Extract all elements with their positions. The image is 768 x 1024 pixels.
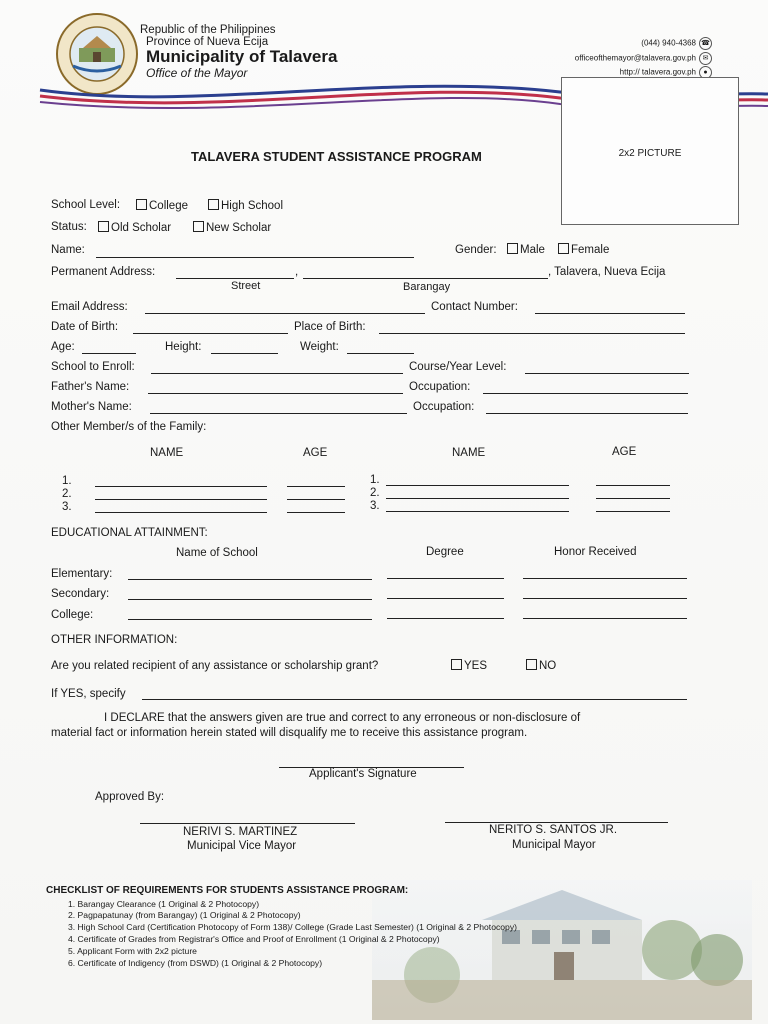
header-municipality: Municipality of Talavera: [146, 47, 338, 66]
father-name-field[interactable]: [148, 393, 403, 394]
checklist-title: CHECKLIST OF REQUIREMENTS FOR STUDENTS ASSISTANCE PROGRAM:: [46, 885, 409, 896]
dob-label: Date of Birth:: [51, 321, 119, 333]
mother-occupation-label: Occupation:: [413, 401, 475, 413]
family-row-number: 1.: [62, 475, 72, 487]
header-republic: Republic of the Philippines: [140, 24, 276, 36]
age-field[interactable]: [82, 353, 136, 354]
assistance-question: Are you related recipient of any assistance or scholarship grant?: [51, 660, 379, 672]
mayor-name: NERITO S. SANTOS JR.: [489, 824, 618, 836]
family-header-age-2: AGE: [612, 446, 637, 458]
mayor-signature-line: [445, 822, 668, 823]
contact-website: http:// talavera.gov.ph ●: [620, 66, 712, 79]
vice-mayor-signature-line: [140, 823, 355, 824]
header-province: Province of Nueva Ecija: [146, 36, 269, 48]
checklist-item: 3. High School Card (Certification Photocopy of Form 138)/ College (Grade Last Semester) (1 Original & 2 Photocopy): [68, 922, 517, 932]
mayor-title: Municipal Mayor: [512, 839, 596, 851]
yes-option[interactable]: YES: [451, 659, 487, 672]
contact-number-field[interactable]: [535, 313, 685, 314]
contact-email: officeofthemayor@talavera.gov.ph ✉: [575, 52, 712, 65]
checklist-item: 1. Barangay Clearance (1 Original & 2 Photocopy): [68, 899, 260, 909]
elementary-school-field[interactable]: [128, 579, 372, 580]
contact-label: Contact Number:: [431, 301, 518, 313]
family-age-field[interactable]: [287, 499, 345, 500]
secondary-school-field[interactable]: [128, 599, 372, 600]
weight-field[interactable]: [347, 353, 414, 354]
applicant-signature-label: Applicant's Signature: [309, 768, 417, 780]
college-school-field[interactable]: [128, 619, 372, 620]
female-option[interactable]: Female: [558, 243, 609, 256]
college-honor-field[interactable]: [523, 618, 687, 619]
yes-checkbox[interactable]: [451, 659, 462, 670]
family-row-number: 3.: [62, 501, 72, 513]
contact-phone: (044) 940-4368 ☎: [641, 37, 712, 50]
gender-label: Gender:: [455, 244, 497, 256]
family-age-field[interactable]: [287, 486, 345, 487]
status-label: Status:: [51, 221, 87, 233]
mother-label: Mother's Name:: [51, 401, 132, 413]
checklist-item: 5. Applicant Form with 2x2 picture: [68, 946, 197, 956]
school-enroll-label: School to Enroll:: [51, 361, 135, 373]
address-comma: ,: [295, 266, 299, 278]
college-degree-field[interactable]: [387, 618, 504, 619]
education-title: EDUCATIONAL ATTAINMENT:: [51, 527, 208, 539]
family-name-field[interactable]: [386, 511, 569, 512]
checklist-item: 6. Certificate of Indigency (from DSWD) (1 Original & 2 Photocopy): [68, 958, 323, 968]
street-field[interactable]: [176, 278, 294, 279]
checklist-item: 2. Pagpapatunay (from Barangay) (1 Original & 2 Photocopy): [68, 910, 301, 920]
vice-mayor-name: NERIVI S. MARTINEZ: [183, 826, 298, 838]
height-field[interactable]: [211, 353, 278, 354]
family-name-field[interactable]: [95, 512, 267, 513]
education-header-school: Name of School: [176, 547, 258, 559]
barangay-field[interactable]: [303, 278, 548, 279]
other-info-title: OTHER INFORMATION:: [51, 634, 178, 646]
form-title: TALAVERA STUDENT ASSISTANCE PROGRAM: [191, 149, 482, 164]
declaration-line-1: I DECLARE that the answers given are true and correct to any erroneous or non-disclosure of: [104, 712, 581, 724]
header-office: Office of the Mayor: [146, 66, 248, 80]
name-label: Name:: [51, 244, 85, 256]
no-checkbox[interactable]: [526, 659, 537, 670]
family-row-number: 1.: [370, 474, 380, 486]
new-scholar-checkbox[interactable]: [193, 221, 204, 232]
municipal-building-image: [372, 880, 752, 1020]
father-occupation-label: Occupation:: [409, 381, 471, 393]
college-option[interactable]: College: [136, 199, 188, 212]
barangay-caption: Barangay: [403, 281, 451, 293]
male-checkbox[interactable]: [507, 243, 518, 254]
family-age-field[interactable]: [596, 498, 670, 499]
specify-label: If YES, specify: [51, 688, 126, 700]
mother-name-field[interactable]: [150, 413, 407, 414]
father-label: Father's Name:: [51, 381, 130, 393]
age-label: Age:: [51, 341, 75, 353]
envelope-icon: ✉: [699, 52, 712, 65]
male-option[interactable]: Male: [507, 243, 545, 256]
address-suffix: , Talavera, Nueva Ecija: [548, 266, 666, 278]
family-age-field[interactable]: [287, 512, 345, 513]
father-occupation-field[interactable]: [483, 393, 688, 394]
family-row-number: 2.: [62, 488, 72, 500]
family-row-number: 3.: [370, 500, 380, 512]
education-level-elementary: Elementary:: [51, 568, 113, 580]
secondary-degree-field[interactable]: [387, 598, 504, 599]
course-field[interactable]: [525, 373, 689, 374]
secondary-honor-field[interactable]: [523, 598, 687, 599]
specify-field[interactable]: [142, 699, 687, 700]
college-checkbox[interactable]: [136, 199, 147, 210]
school-level-label: School Level:: [51, 199, 121, 211]
family-name-field[interactable]: [95, 499, 267, 500]
course-label: Course/Year Level:: [409, 361, 507, 373]
family-name-field[interactable]: [95, 486, 267, 487]
education-level-secondary: Secondary:: [51, 588, 110, 600]
no-option[interactable]: NO: [526, 659, 556, 672]
height-label: Height:: [165, 341, 202, 353]
vice-mayor-title: Municipal Vice Mayor: [187, 840, 297, 852]
elementary-degree-field[interactable]: [387, 578, 504, 579]
pob-label: Place of Birth:: [294, 321, 366, 333]
permanent-address-label: Permanent Address:: [51, 266, 156, 278]
street-caption: Street: [231, 280, 261, 292]
mother-occupation-field[interactable]: [486, 413, 688, 414]
old-scholar-checkbox[interactable]: [98, 221, 109, 232]
family-age-field[interactable]: [596, 485, 670, 486]
dob-field[interactable]: [133, 333, 288, 334]
high-school-checkbox[interactable]: [208, 199, 219, 210]
education-header-degree: Degree: [426, 546, 464, 558]
elementary-honor-field[interactable]: [523, 578, 687, 579]
approved-by-label: Approved By:: [95, 791, 165, 803]
name-field[interactable]: [96, 257, 414, 258]
family-header-name-1: NAME: [150, 447, 184, 459]
family-name-field[interactable]: [386, 485, 569, 486]
school-enroll-field[interactable]: [151, 373, 403, 374]
family-header-age-1: AGE: [303, 447, 328, 459]
globe-icon: ●: [699, 66, 712, 79]
checklist-item: 4. Certificate of Grades from Registrar's Office and Proof of Enrollment (1 Original & 2 Photocopy): [68, 934, 440, 944]
new-scholar-option[interactable]: New Scholar: [193, 221, 271, 234]
family-header-name-2: NAME: [452, 447, 486, 459]
family-label: Other Member/s of the Family:: [51, 421, 207, 433]
old-scholar-option[interactable]: Old Scholar: [98, 221, 171, 234]
female-checkbox[interactable]: [558, 243, 569, 254]
family-age-field[interactable]: [596, 511, 670, 512]
family-row-number: 2.: [370, 487, 380, 499]
weight-label: Weight:: [300, 341, 339, 353]
email-label: Email Address:: [51, 301, 128, 313]
family-name-field[interactable]: [386, 498, 569, 499]
phone-icon: ☎: [699, 37, 712, 50]
high-school-option[interactable]: High School: [208, 199, 283, 212]
pob-field[interactable]: [379, 333, 685, 334]
photo-box[interactable]: 2x2 PICTURE: [561, 77, 739, 225]
education-level-college: College:: [51, 609, 94, 621]
email-field[interactable]: [145, 313, 425, 314]
education-header-honor: Honor Received: [554, 546, 637, 558]
declaration-line-2: material fact or information herein stated will disqualify me to receive this assistance program.: [51, 727, 528, 739]
